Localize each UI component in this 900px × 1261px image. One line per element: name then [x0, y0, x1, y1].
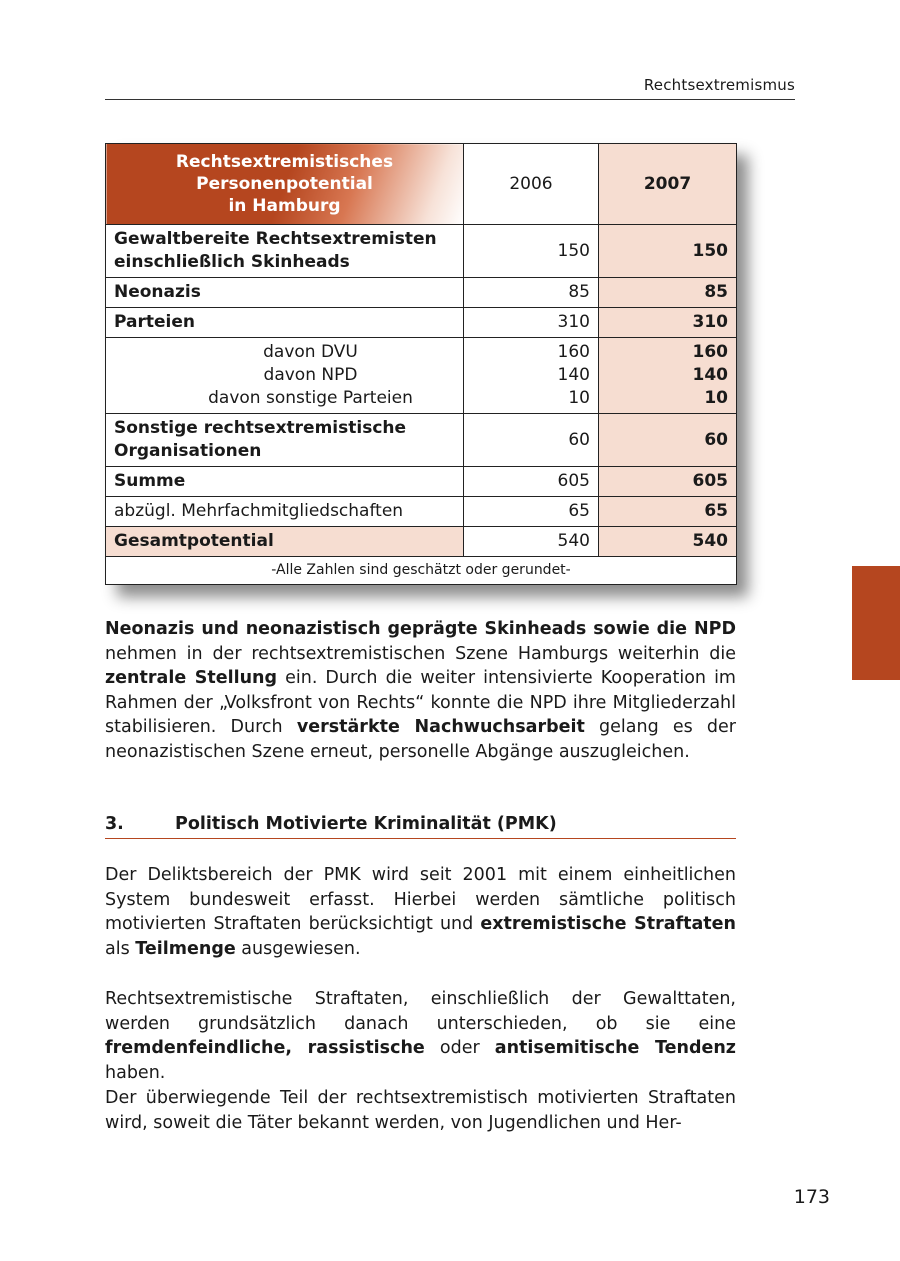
header-rule — [105, 99, 795, 100]
table-row — [106, 467, 737, 497]
row-label: Gesamtpotential — [106, 527, 464, 557]
table-note-row — [106, 557, 737, 585]
table-row — [106, 497, 737, 527]
table-row — [106, 414, 737, 467]
section-heading — [105, 814, 736, 839]
row-label: Summe — [106, 467, 464, 497]
column-header-2007: 2007 — [599, 144, 737, 225]
table-row — [106, 278, 737, 308]
values-2006: 160 140 10 — [464, 338, 599, 414]
row-label: abzügl. Mehrfachmitgliedschaften — [106, 497, 464, 527]
value-2007: 605 — [599, 467, 737, 497]
table-row — [106, 225, 737, 278]
chapter-thumb-tab — [852, 566, 900, 680]
table-note: -Alle Zahlen sind geschätzt oder gerundet- — [106, 557, 737, 585]
section-number: 3. — [105, 814, 124, 834]
value-2007: 310 — [599, 308, 737, 338]
table-row-party-breakdown — [106, 338, 737, 414]
value-2007: 85 — [599, 278, 737, 308]
personenpotential-table — [105, 143, 736, 585]
row-label: Parteien — [106, 308, 464, 338]
value-2007: 65 — [599, 497, 737, 527]
row-label: Neonazis — [106, 278, 464, 308]
running-title: Rechtsextremismus — [643, 76, 795, 94]
paragraph-taeter: Der überwiegende Teil der rechtsextremistisch motivierten Straftaten wird, soweit die Täter bekannt werden, von Jugendlichen und Her- — [105, 1088, 736, 1133]
table-row — [106, 308, 737, 338]
page-number: 173 — [793, 1186, 830, 1208]
value-2006: 60 — [464, 414, 599, 467]
paragraph-pmk: Der Deliktsbereich der PMK wird seit 2001 mit einem einheitlichen System bundesweit erfasst. Hierbei werden sämtliche politisch motivierten Straftaten berücksichtigt und extremistische Straftaten als Teilmenge ausgewiesen. — [105, 865, 736, 959]
value-2006: 310 — [464, 308, 599, 338]
paragraph-straftaten: Rechtsextremistische Straftaten, einschließlich der Gewalttaten, werden grundsätzlich danach unterschieden, ob sie eine fremdenfeindliche, rassistische oder antisemitische Tendenz haben. — [105, 989, 736, 1083]
row-label: Gewaltbereite Rechtsextremisten einschließlich Skinheads — [106, 225, 464, 278]
value-2006: 605 — [464, 467, 599, 497]
value-2006: 150 — [464, 225, 599, 278]
value-2007: 60 — [599, 414, 737, 467]
value-2006: 540 — [464, 527, 599, 557]
value-2006: 85 — [464, 278, 599, 308]
value-2006: 65 — [464, 497, 599, 527]
values-2007: 160 140 10 — [599, 338, 737, 414]
paragraph-neonazis: Neonazis und neonazistisch geprägte Skinheads sowie die NPD nehmen in der rechtsextremistischen Szene Hamburgs weiterhin die zentrale Stellung ein. Durch die weiter intensivierte Kooperation im Rahmen der „Volksfront von Rechts“ konnte die NPD ihre Mitgliederzahl stabilisieren. Durch verstärkte Nachwuchsarbeit gelang es der neonazistischen Szene erneut, personelle Abgänge auszugleichen. — [105, 619, 736, 762]
table-header-row — [106, 144, 737, 225]
column-header-2006: 2006 — [464, 144, 599, 225]
value-2007: 150 — [599, 225, 737, 278]
row-label: Sonstige rechtsextremistische Organisationen — [106, 414, 464, 467]
table-header-label: Rechtsextremistisches Personenpotential in Hamburg — [106, 144, 464, 225]
row-sub-labels: davon DVU davon NPD davon sonstige Parteien — [106, 338, 464, 414]
section-title: Politisch Motivierte Kriminalität (PMK) — [175, 814, 557, 834]
value-2007: 540 — [599, 527, 737, 557]
table-row-total — [106, 527, 737, 557]
